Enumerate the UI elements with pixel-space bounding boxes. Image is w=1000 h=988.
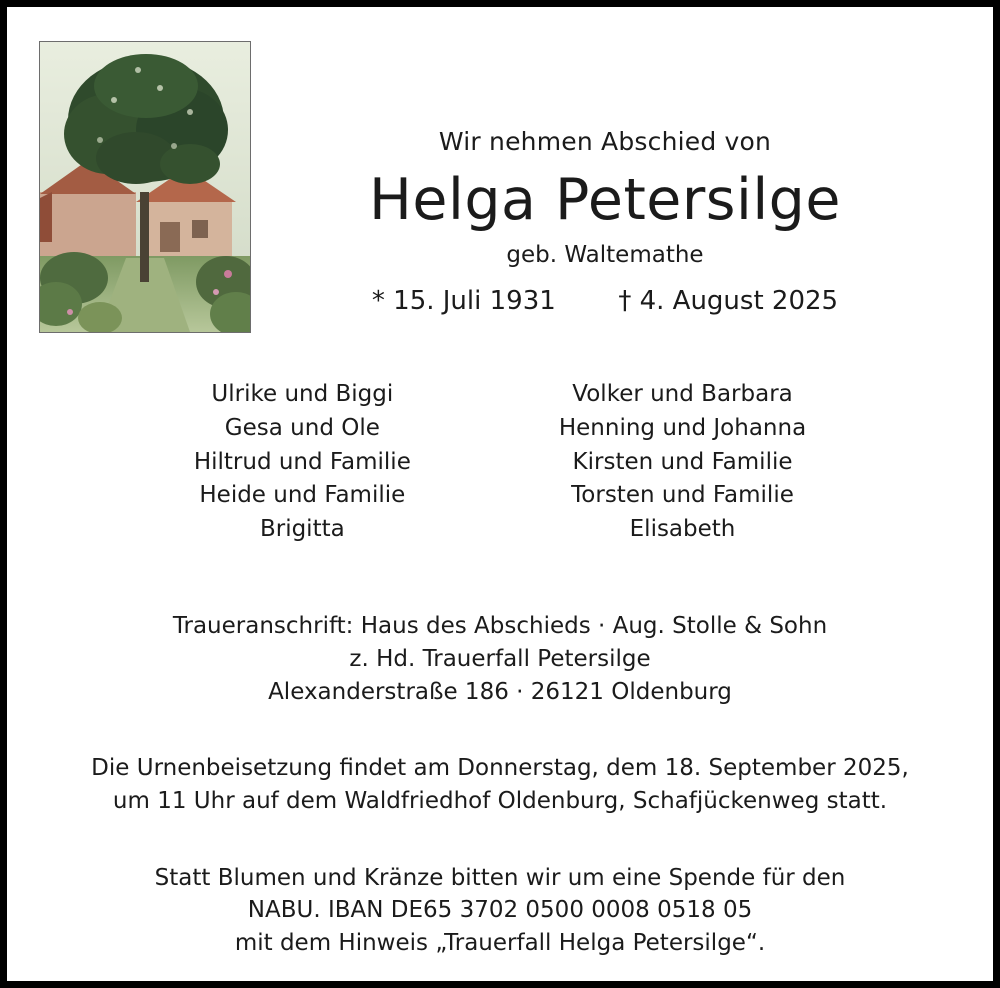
family-names — [35, 378, 965, 546]
list-item: Hiltrud und Familie — [193, 448, 411, 475]
donation-line: mit dem Hinweis „Trauerfall Helga Petersilge“. — [234, 929, 766, 956]
deceased-name: Helga Petersilge — [369, 167, 841, 233]
header-block — [245, 31, 965, 316]
family-column-right — [559, 378, 806, 546]
address-line: Alexanderstraße 186 · 26121 Oldenburg — [268, 678, 732, 705]
address-line: z. Hd. Trauerfall Petersilge — [349, 645, 651, 672]
list-item: Elisabeth — [629, 515, 736, 542]
list-item: Ulrike und Biggi — [211, 381, 394, 408]
list-item: Volker und Barbara — [572, 381, 793, 408]
donation-line: Statt Blumen und Kränze bitten wir um eine Spende für den — [154, 864, 846, 891]
birth-date: * 15. Juli 1931 — [371, 286, 556, 317]
list-item: Torsten und Familie — [571, 482, 794, 509]
maiden-name: geb. Waltemathe — [506, 242, 704, 269]
list-item: Heide und Familie — [199, 482, 406, 509]
life-dates — [245, 286, 965, 316]
lead-text: Wir nehmen Abschied von — [438, 127, 772, 156]
donation-request — [35, 862, 965, 960]
list-item: Gesa und Ole — [224, 414, 380, 441]
list-item: Brigitta — [259, 515, 345, 542]
photo-graphic — [40, 42, 250, 332]
tree-in-garden-photo — [39, 41, 251, 333]
death-date: † 4. August 2025 — [618, 286, 839, 317]
mourning-address — [35, 610, 965, 708]
list-item: Kirsten und Familie — [572, 448, 793, 475]
ceremony-details — [35, 752, 965, 817]
donation-line: NABU. IBAN DE65 3702 0500 0008 0518 05 — [247, 897, 753, 924]
address-line: Traueranschrift: Haus des Abschieds · Aug. Stolle & Sohn — [172, 613, 828, 640]
ceremony-line: Die Urnenbeisetzung findet am Donnerstag, dem 18. September 2025, — [91, 755, 909, 782]
family-column-left — [194, 378, 411, 546]
ceremony-line: um 11 Uhr auf dem Waldfriedhof Oldenburg, Schafjückenweg statt. — [112, 787, 888, 814]
list-item: Henning und Johanna — [558, 414, 807, 441]
